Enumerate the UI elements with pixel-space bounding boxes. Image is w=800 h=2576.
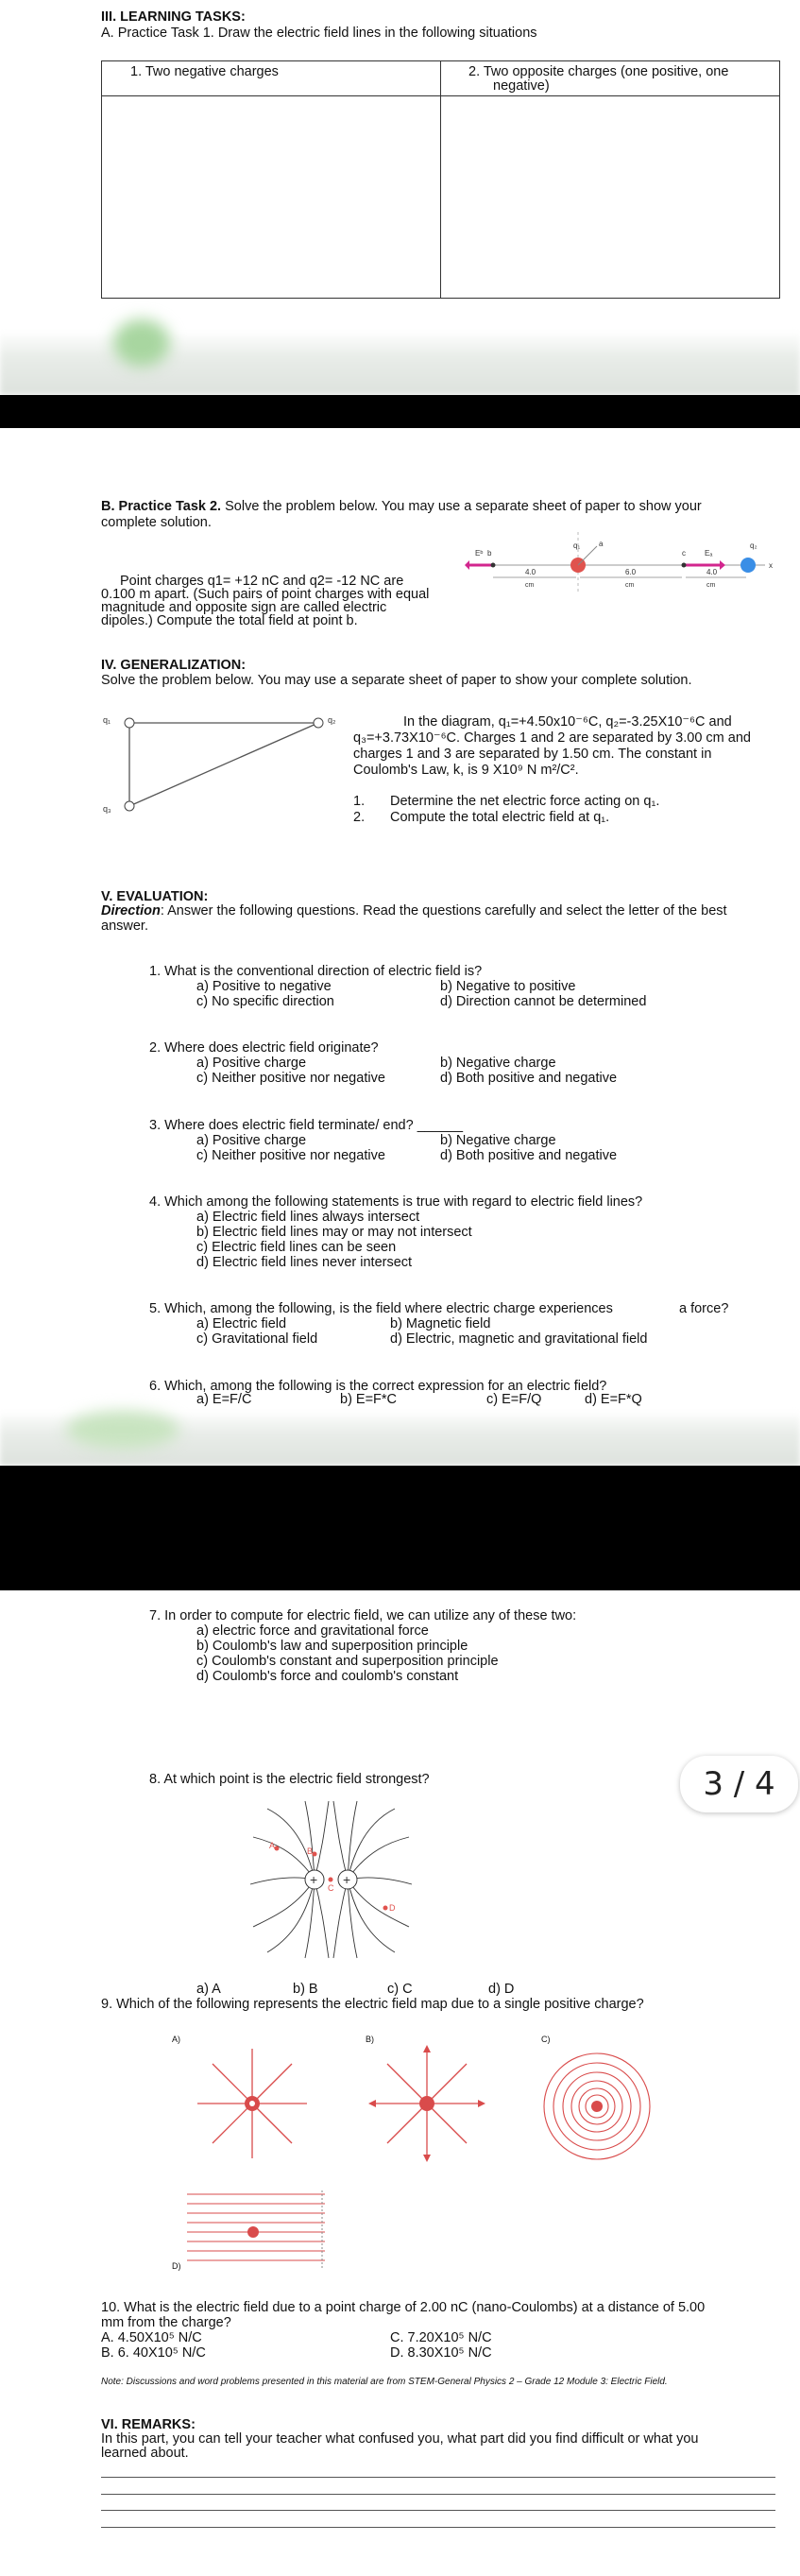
green-smudge — [113, 319, 170, 367]
q10-option-a[interactable]: A. 4.50X10⁵ N/C — [101, 2330, 202, 2345]
page-3 — [0, 1590, 800, 2576]
q3-option-a[interactable]: a) Positive charge — [196, 1133, 307, 1148]
practice-task-1-heading: A. Practice Task 1. Draw the electric field lines in the following situations — [101, 26, 537, 41]
general-task-1-num: 1. — [353, 794, 366, 809]
page-indicator: 3 / 4 — [680, 1756, 798, 1812]
q8-text: 8. At which point is the electric field strongest? — [149, 1772, 430, 1787]
fig-ea-label: Eₐ — [705, 549, 713, 558]
tri-q3-label: q₃ — [103, 804, 111, 814]
answer-line-4[interactable] — [101, 2527, 775, 2528]
q9-label-c: C) — [541, 2035, 551, 2044]
q3-option-b[interactable]: b) Negative charge — [440, 1133, 556, 1148]
practice-task-2-intro: B. Practice Task 2. Solve the problem below. You may use a separate sheet of paper to show your — [101, 499, 702, 514]
q8-point-a-label: A — [269, 1841, 276, 1850]
point-c — [682, 563, 687, 568]
q4-option-a[interactable]: a) Electric field lines always intersect — [196, 1210, 420, 1225]
problem-line-3: magnitude and opposite sign are called electric — [101, 600, 387, 615]
point-c — [329, 1878, 333, 1882]
q6-option-d[interactable]: d) E=F*Q — [585, 1392, 642, 1407]
green-smudge-2 — [66, 1411, 179, 1449]
fig-dist-3: 4.0 — [706, 568, 718, 576]
q10-text-cont: mm from the charge? — [101, 2315, 231, 2330]
q8-option-c[interactable]: c) C — [387, 1982, 413, 1997]
q2-option-c[interactable]: c) Neither positive nor negative — [196, 1071, 385, 1086]
q7-text: 7. In order to compute for electric field, we can utilize any of these two: — [149, 1608, 577, 1623]
q4-option-d[interactable]: d) Electric field lines never intersect — [196, 1255, 413, 1270]
fig-q1-label: q₁ — [573, 541, 581, 550]
q2-option-a[interactable]: a) Positive charge — [196, 1056, 307, 1071]
q5-option-d[interactable]: d) Electric, magnetic and gravitational field — [390, 1331, 648, 1347]
general-task-2-num: 2. — [353, 810, 366, 825]
general-line-2: q₃=+3.73X10⁻⁶C. Charges 1 and 2 are separated by 3.00 cm and — [353, 730, 751, 746]
q7-option-d[interactable]: d) Coulomb's force and coulomb's constant — [196, 1669, 459, 1684]
remarks-line-1: In this part, you can tell your teacher what confused you, what part did you find difficult or what you — [101, 2431, 699, 2447]
q9-label-a: A) — [172, 2035, 180, 2044]
general-task-2: Compute the total electric field at q₁. — [390, 810, 610, 825]
q1-option-c[interactable]: c) No specific direction — [196, 994, 334, 1009]
dipole-figure — [465, 527, 781, 593]
source-note: Note: Discussions and word problems presented in this material are from STEM-General Physics 2 – Grade 12 Module 3: Electric Field. — [101, 2377, 668, 2387]
table-col-1-header: 1. Two negative charges — [130, 64, 279, 79]
q6-text: 6. Which, among the following is the correct expression for an electric field? — [149, 1379, 607, 1394]
charge-q2 — [740, 558, 756, 573]
svg-text:+: + — [310, 1872, 318, 1887]
q5-text-tail: a force? — [679, 1301, 729, 1316]
table-col-2-header-cont: negative) — [493, 78, 550, 94]
q9-map-a[interactable] — [194, 2045, 312, 2163]
q8-point-c-label: C — [328, 1883, 334, 1893]
q4-option-b[interactable]: b) Electric field lines may or may not intersect — [196, 1225, 472, 1240]
evaluation-direction-cont: answer. — [101, 919, 148, 934]
general-line-3: charges 1 and 3 are separated by 1.50 cm. The constant in — [353, 747, 712, 762]
fig-unit-1: cm — [525, 582, 535, 589]
drawing-area-1[interactable] — [102, 96, 439, 298]
q7-option-c[interactable]: c) Coulomb's constant and superposition principle — [196, 1654, 499, 1669]
q2-text: 2. Where does electric field originate? — [149, 1040, 379, 1056]
q8-point-b-label: B — [307, 1846, 314, 1856]
answer-line-3[interactable] — [101, 2510, 775, 2511]
q6-option-b[interactable]: b) E=F*C — [340, 1392, 398, 1407]
fig-c-label: c — [682, 549, 686, 558]
point-b — [313, 1852, 317, 1857]
q9-label-b: B) — [366, 2035, 374, 2044]
general-line-4: Coulomb's Law, k, is 9 X10⁹ N m²/C². — [353, 763, 579, 778]
generalization-heading: IV. GENERALIZATION: — [101, 658, 247, 673]
q5-text: 5. Which, among the following, is the field where electric charge experiences — [149, 1301, 613, 1316]
q9-map-d[interactable] — [187, 2190, 325, 2271]
evaluation-direction: Direction: Answer the following questions. Read the questions carefully and select the letter of the best — [101, 903, 727, 919]
remarks-line-2: learned about. — [101, 2446, 189, 2461]
q9-label-d: D) — [172, 2261, 181, 2271]
q1-option-a[interactable]: a) Positive to negative — [196, 979, 332, 994]
dipole-field-figure — [248, 1799, 414, 1960]
q6-option-a[interactable]: a) E=F/C — [196, 1392, 252, 1407]
q10-option-d[interactable]: D. 8.30X10⁵ N/C — [390, 2345, 492, 2361]
problem-line-4: dipoles.) Compute the total field at point b. — [101, 613, 358, 628]
q3-option-c[interactable]: c) Neither positive nor negative — [196, 1148, 385, 1163]
q5-option-a[interactable]: a) Electric field — [196, 1316, 287, 1331]
q9-map-b[interactable] — [368, 2045, 486, 2163]
q1-option-d[interactable]: d) Direction cannot be determined — [440, 994, 647, 1009]
answer-line-2[interactable] — [101, 2494, 775, 2495]
point-b — [491, 563, 496, 568]
q3-text: 3. Where does electric field terminate/ end? ______ — [149, 1118, 464, 1133]
fig-q2-label: q₂ — [750, 541, 757, 550]
page-2 — [0, 428, 800, 1466]
q3-option-d[interactable]: d) Both positive and negative — [440, 1148, 618, 1163]
q4-text: 4. Which among the following statements is true with regard to electric field lines? — [149, 1194, 643, 1210]
drawing-table — [101, 60, 780, 299]
fig-eb-label: Eᵇ — [475, 549, 484, 558]
q8-point-d-label: D — [389, 1903, 396, 1913]
q6-option-c[interactable]: c) E=F/Q — [486, 1392, 542, 1407]
tri-q1-label: q₁ — [103, 715, 111, 725]
q5-option-b[interactable]: b) Magnetic field — [390, 1316, 491, 1331]
point-a — [275, 1846, 280, 1851]
fig-unit-2: cm — [625, 582, 635, 589]
q2-option-d[interactable]: d) Both positive and negative — [440, 1071, 618, 1086]
general-task-1: Determine the net electric force acting on q₁. — [390, 794, 660, 809]
q10-option-c[interactable]: C. 7.20X10⁵ N/C — [390, 2330, 492, 2345]
svg-text:+: + — [343, 1872, 351, 1887]
fig-unit-3: cm — [706, 582, 716, 589]
q8-option-d[interactable]: d) D — [488, 1982, 515, 1997]
evaluation-heading: V. EVALUATION: — [101, 889, 209, 904]
fig-dist-2: 6.0 — [625, 568, 637, 576]
drawing-area-2[interactable] — [441, 96, 779, 298]
table-col-2-header: 2. Two opposite charges (one positive, one — [468, 64, 729, 79]
fig-x-label: x — [769, 561, 773, 570]
learning-tasks-heading: III. LEARNING TASKS: — [101, 9, 246, 25]
problem-line-1: Point charges q1= +12 nC and q2= -12 NC are — [120, 574, 404, 589]
q8-option-a[interactable]: a) A — [196, 1982, 221, 1997]
q9-map-c[interactable] — [540, 2050, 654, 2163]
problem-line-2: 0.100 m apart. (Such pairs of point charges with equal — [101, 587, 430, 602]
q7-option-b[interactable]: b) Coulomb's law and superposition principle — [196, 1639, 468, 1654]
q2-option-b[interactable]: b) Negative charge — [440, 1056, 556, 1071]
practice-task-2-intro-cont: complete solution. — [101, 515, 212, 530]
tri-q2-label: q₂ — [328, 715, 336, 725]
point-d — [383, 1906, 388, 1911]
q10-text: 10. What is the electric field due to a point charge of 2.00 nC (nano-Coulombs) at a distance of 5.00 — [101, 2300, 706, 2315]
q7-option-a[interactable]: a) electric force and gravitational force — [196, 1623, 429, 1639]
q9-text: 9. Which of the following represents the electric field map due to a single positive charge? — [101, 1997, 644, 2012]
q8-option-b[interactable]: b) B — [293, 1982, 318, 1997]
q4-option-c[interactable]: c) Electric field lines can be seen — [196, 1240, 397, 1255]
fig-dist-1: 4.0 — [525, 568, 536, 576]
answer-line-1[interactable] — [101, 2477, 775, 2478]
fig-b-label: b — [487, 549, 492, 558]
q10-option-b[interactable]: B. 6. 40X10⁵ N/C — [101, 2345, 206, 2361]
remarks-heading: VI. REMARKS: — [101, 2417, 196, 2432]
general-line-1: In the diagram, q₁=+4.50x10⁻⁶C, q₂=-3.25X10⁻⁶C and — [403, 714, 732, 730]
q1-text: 1. What is the conventional direction of electric field is? — [149, 964, 483, 979]
q1-option-b[interactable]: b) Negative to positive — [440, 979, 576, 994]
page-1 — [0, 0, 800, 395]
fig-a-label: a — [599, 540, 604, 548]
generalization-intro: Solve the problem below. You may use a separate sheet of paper to show your complete solution. — [101, 673, 692, 688]
q5-option-c[interactable]: c) Gravitational field — [196, 1331, 318, 1347]
triangle-figure — [101, 712, 347, 820]
